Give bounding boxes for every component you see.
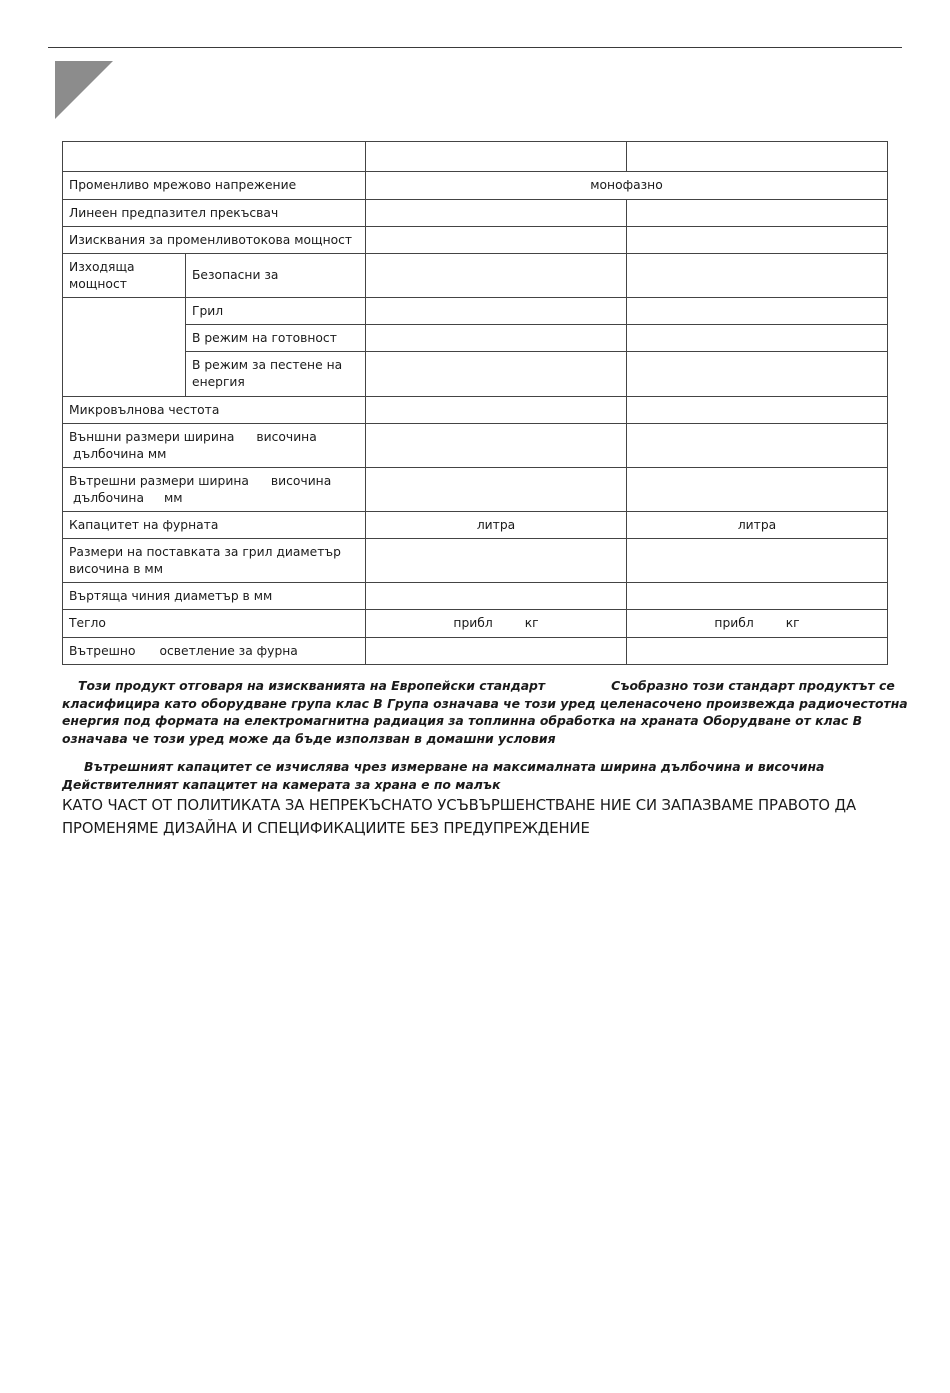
fuse-label: Линеен предпазител прекъсвач [63,200,366,227]
weight-value: прибл кг [627,610,888,638]
table-row [63,142,888,172]
table-row [63,539,888,583]
weight-label: Тегло [63,610,366,638]
inner-dimensions-label: Вътрешни размери ширина височина дълбочина мм [63,468,366,512]
top-rule [48,47,902,48]
weight-value: прибл кг [366,610,627,638]
table-row [63,583,888,610]
table-row [63,298,888,325]
standard-note: Този продукт отговаря на изискванията на Европейски стандарт Съобразно този стандарт продуктът се класифицира като оборудване група клас В Група означава че този уред целенасочено произвежда радиочестотна енергия под формата на електромагнитна радиация за топлинна обработка на храната Оборудване от клас В означава че този уред може да бъде използван в домашни условия [62,678,908,746]
turntable-label: Въртяща чиния диаметър в мм [63,583,366,610]
capacity-unit: литра [366,512,627,539]
table-row [63,172,888,200]
outer-dimensions-label: Външни размери ширина височина дълбочина мм [63,424,366,468]
eco-label: В режим за пестене на енергия [186,352,366,397]
policy-notice: КАТО ЧАСТ ОТ ПОЛИТИКАТА ЗА НЕПРЕКЪСНАТО УСЪВЪРШЕНСТВАНЕ НИЕ СИ ЗАПАЗВАМЕ ПРАВОТО ДА ПРОМЕНЯМЕ ДИЗАЙНА И СПЕЦИФИКАЦИИТЕ БЕЗ ПРЕДУПРЕЖДЕНИЕ [62,797,857,837]
voltage-value: монофазно [366,172,888,200]
grill-stand-label: Размери на поставката за грил диаметър височина в мм [63,539,366,583]
spec-table [62,141,888,665]
table-row [63,325,888,352]
table-row [63,610,888,638]
table-row [63,638,888,665]
ac-power-label: Изисквания за променливотокова мощност [63,227,366,254]
table-row [63,397,888,424]
light-label: Вътрешно осветление за фурна [63,638,366,665]
table-row [63,227,888,254]
capacity-unit: литра [627,512,888,539]
table-row [63,352,888,397]
table-row [63,512,888,539]
table-row [63,254,888,298]
table-row [63,468,888,512]
grill-label: Грил [186,298,366,325]
safe-label: Безопасни за [186,254,366,298]
voltage-label: Променливо мрежово напрежение [63,172,366,200]
capacity-label: Капацитет на фурната [63,512,366,539]
capacity-note: Вътрешният капацитет се изчислява чрез измерване на максималната ширина дълбочина и височина Действителният капацитет на камерата за храна е по малък [62,759,825,792]
table-row [63,200,888,227]
standby-label: В режим на готовност [186,325,366,352]
table-row [63,424,888,468]
corner-triangle-icon [55,61,113,119]
output-power-label: Изходяща мощност [63,254,186,298]
frequency-label: Микровълнова честота [63,397,366,424]
